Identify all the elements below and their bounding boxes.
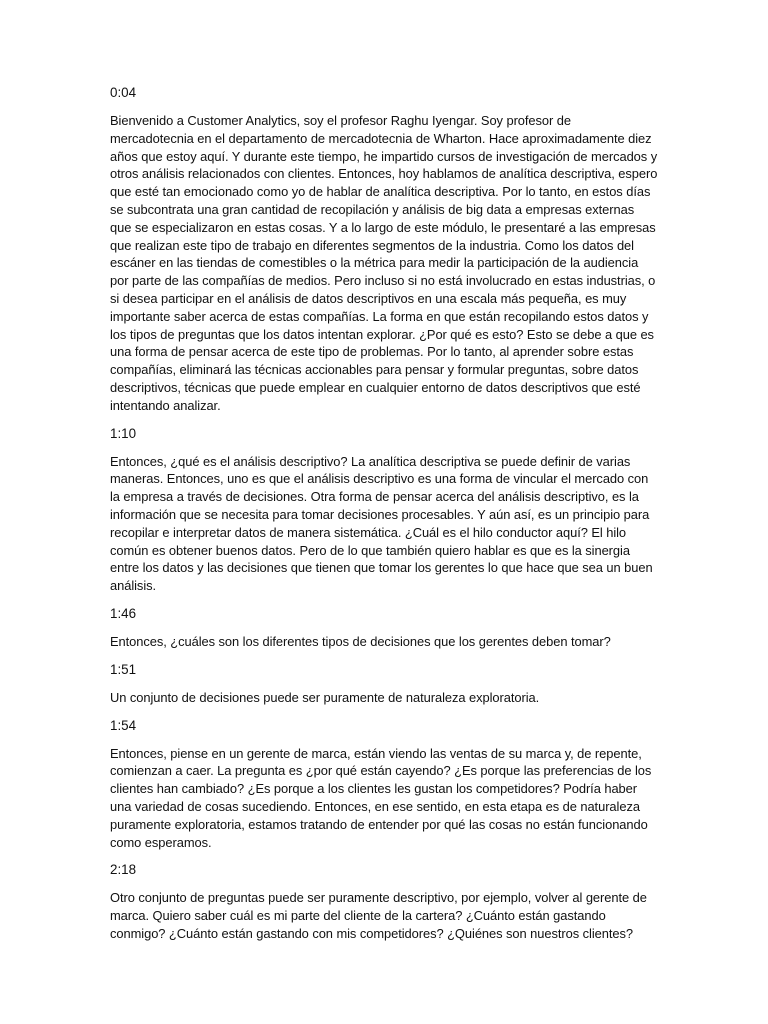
paragraph: Entonces, piense en un gerente de marca, están viendo las ventas de su marca y, de repente, comienzan a caer. La pregunta es ¿por qué están cayendo? ¿Es porque las preferencias de los clientes han cambiado? ¿Es porque a los clientes les gustan los competidores? Podría haber una variedad de cosas sucediendo. Entonces, en ese sentido, en esta etapa es de naturaleza puramente exploratoria, estamos tratando de entender por qué las cosas no están funcionando como esperamos. (110, 745, 652, 850)
document-page (110, 84, 658, 953)
paragraph: Un conjunto de decisiones puede ser puramente de naturaleza exploratoria. (110, 689, 540, 705)
transcript-section (110, 84, 658, 415)
timestamp: 0:04 (110, 85, 137, 100)
transcript-section (110, 661, 658, 707)
paragraph: Entonces, ¿qué es el análisis descriptivo? La analítica descriptiva se puede definir de varias maneras. Entonces, uno es que el análisis descriptivo es una forma de vincular el mercado con la empresa a través de decisiones. Otra forma de pensar acerca del análisis descriptivo, es la información que se necesita para tomar decisiones procesables. Y aún así, es un principio para recopilar e interpretar datos de manera sistemática. ¿Cuál es el hilo conductor aquí? El hilo común es obtener buenos datos. Pero de lo que también quiero hablar es que es la sinergia entre los datos y las decisiones que tienen que tomar los gerentes lo que hace que sea un buen análisis. (110, 453, 653, 594)
paragraph: Otro conjunto de preguntas puede ser puramente descriptivo, por ejemplo, volver al gerente de marca. Quiero saber cuál es mi parte del cliente de la cartera? ¿Cuánto están gastando conmigo? ¿Cuánto están gastando con mis competidores? ¿Quiénes son nuestros clientes? (110, 890, 647, 941)
paragraph: Bienvenido a Customer Analytics, soy el profesor Raghu Iyengar. Soy profesor de mercadotecnia en el departamento de mercadotecnia de Wharton. Hace aproximadamente diez años que estoy aquí. Y durante este tiempo, he impartido cursos de investigación de mercados y otros análisis relacionados con clientes. Entonces, hoy hablamos de analítica descriptiva, espero que esté tan emocionado como yo de hablar de analítica descriptiva. Por lo tanto, en estos días se subcontrata una gran cantidad de recopilación y análisis de big data a empresas externas que se especializaron en estas cosas. Y a lo largo de este módulo, le presentaré a las empresas que realizan este tipo de trabajo en diferentes segmentos de la industria. Como los datos del escáner en las tiendas de comestibles o la métrica para medir la participación de la audiencia por parte de las compañías de medios. Pero incluso si no está involucrado en estas industrias, o si desea participar en el análisis de datos descriptivos en una escala más pequeña, es muy importante saber acerca de estas compañías. La forma en que están recopilando estos datos y los tipos de preguntas que los datos intentan explorar. ¿Por qué es esto? Esto se debe a que es una forma de pensar acerca de este tipo de problemas. Por lo tanto, al aprender sobre estas compañías, eliminará las técnicas accionables para pensar y formular preguntas, sobre datos descriptivos, técnicas que puede emplear en cualquier entorno de datos descriptivos que esté intentando analizar. (110, 113, 658, 413)
transcript-section (110, 425, 658, 595)
transcript-section (110, 605, 658, 651)
timestamp: 2:18 (110, 862, 137, 878)
timestamp: 1:54 (110, 717, 137, 733)
timestamp: 1:51 (110, 661, 137, 677)
paragraph: Entonces, ¿cuáles son los diferentes tipos de decisiones que los gerentes deben tomar? (110, 633, 611, 649)
timestamp: 1:46 (110, 605, 137, 621)
transcript-section (110, 717, 658, 852)
timestamp: 1:10 (110, 425, 137, 441)
transcript-section (110, 861, 658, 942)
